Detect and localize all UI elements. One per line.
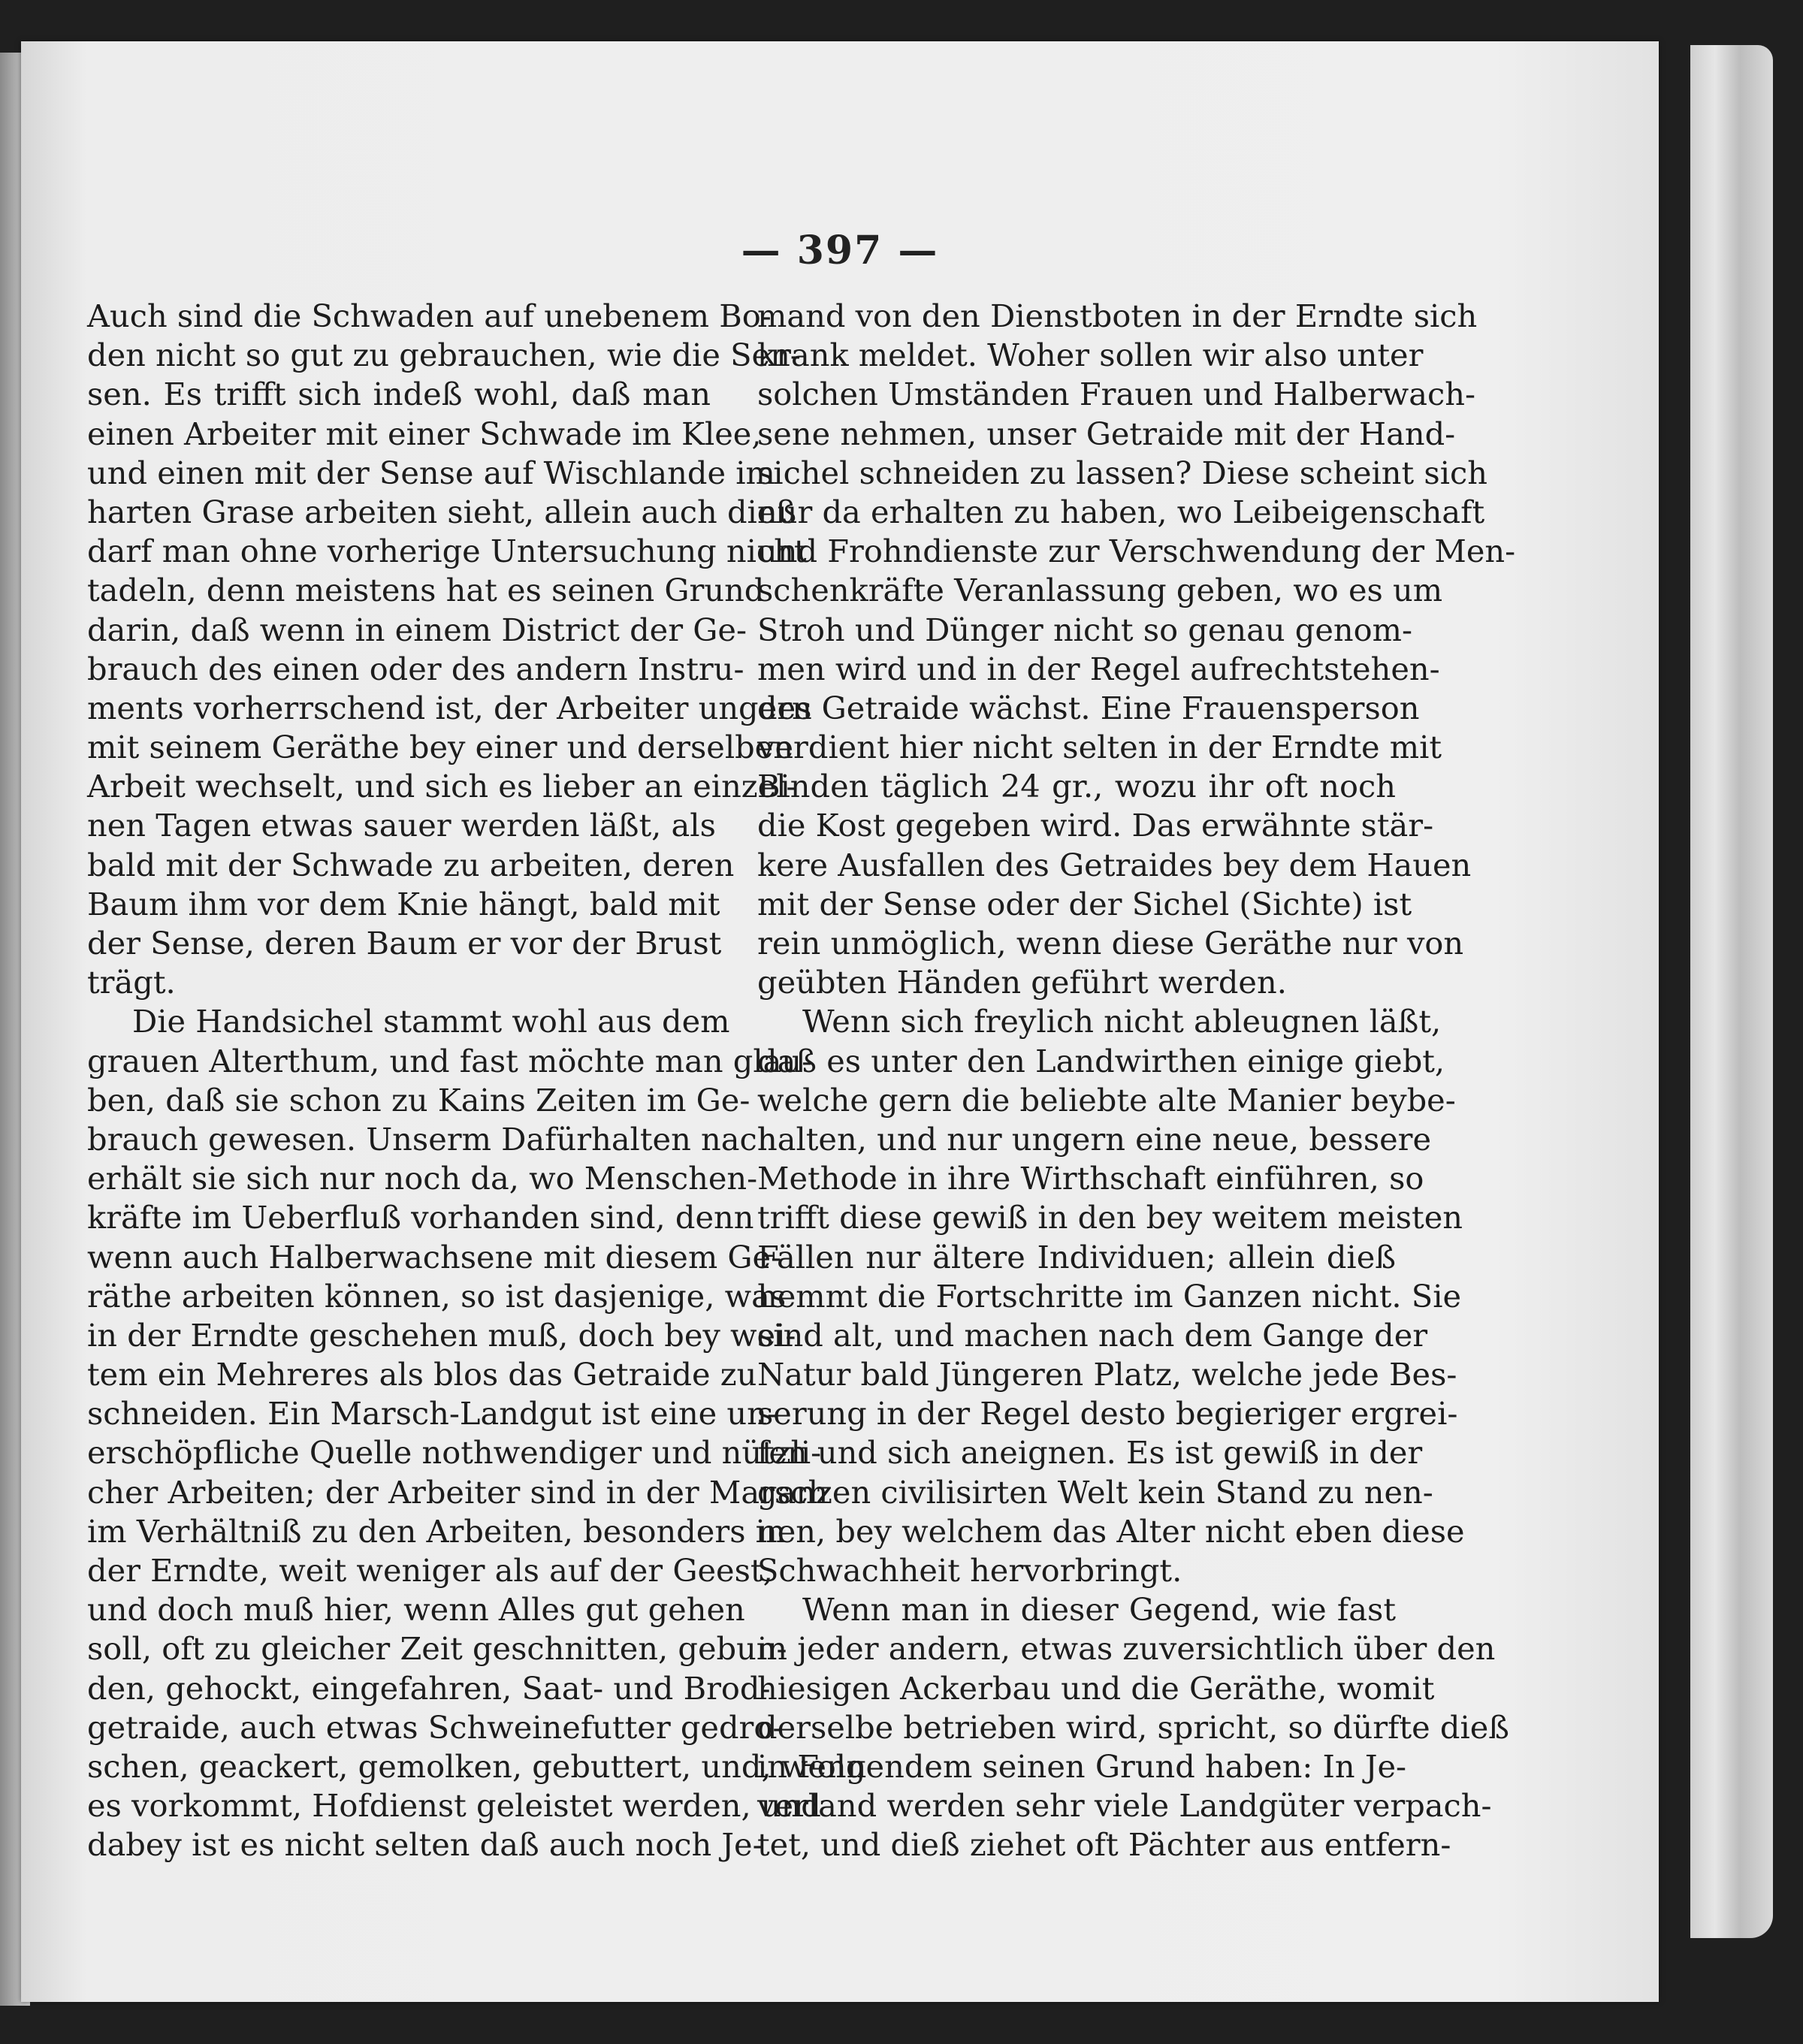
text-line: geübten Händen geführt werden. <box>757 964 1287 1001</box>
text-line: brauch des einen oder des andern Instru- <box>87 650 744 687</box>
text-line: die Kost gegeben wird. Das erwähnte stär- <box>757 807 1434 844</box>
text-line: Auch sind die Schwaden auf unebenem Bo- <box>87 297 772 334</box>
text-line: rein unmöglich, wenn diese Geräthe nur von <box>757 925 1464 962</box>
text-line: in jeder andern, etwas zuversichtlich über den <box>757 1630 1496 1668</box>
text-line: und doch muß hier, wenn Alles gut gehen <box>87 1591 745 1629</box>
text-line: verdient hier nicht selten in der Erndte mit <box>757 729 1442 766</box>
text-line: im Verhältniß zu den Arbeiten, besonders in <box>87 1512 786 1550</box>
text-line: Wenn sich freylich nicht ableugnen läßt, <box>802 1003 1442 1040</box>
text-line: sind alt, und machen nach dem Gange der <box>757 1316 1428 1354</box>
text-line: erhält sie sich nur noch da, wo Menschen- <box>87 1160 758 1197</box>
text-line: in Folgendem seinen Grund haben: In Je- <box>757 1747 1407 1785</box>
text-line: darin, daß wenn in einem District der Ge- <box>87 611 747 648</box>
text-line: nen Tagen etwas sauer werden läßt, als <box>87 807 716 844</box>
text-line: harten Grase arbeiten sieht, allein auch dieß <box>87 493 797 530</box>
text-line: schen, geackert, gemolken, gebuttert, und, wenn <box>87 1747 867 1785</box>
text-line: Arbeit wechselt, und sich es lieber an einzel- <box>87 768 797 805</box>
right-column <box>757 297 1516 1865</box>
text-line: grauen Alterthum, und fast möchte man glau- <box>87 1042 813 1079</box>
text-line: sichel schneiden zu lassen? Diese scheint sich <box>757 454 1487 491</box>
text-line: kere Ausfallen des Getraides bey dem Hauen <box>757 846 1472 883</box>
text-line: hiesigen Ackerbau und die Geräthe, womit <box>757 1669 1435 1707</box>
text-line: daß es unter den Landwirthen einige giebt, <box>757 1042 1445 1079</box>
text-line: in der Erndte geschehen muß, doch bey wei- <box>87 1316 796 1354</box>
text-line: mit der Sense oder der Sichel (Sichte) ist <box>757 885 1412 922</box>
text-line: soll, oft zu gleicher Zeit geschnitten, gebun- <box>87 1630 787 1668</box>
text-line: men wird und in der Regel aufrechtstehen- <box>757 650 1440 687</box>
text-line: hemmt die Fortschritte im Ganzen nicht. Sie <box>757 1277 1462 1315</box>
left-column <box>87 297 867 1865</box>
text-line: Wenn man in dieser Gegend, wie fast <box>802 1591 1396 1629</box>
text-line: trägt. <box>87 964 176 1001</box>
text-line: solchen Umständen Frauen und Halberwach- <box>757 376 1476 413</box>
text-line: Natur bald Jüngeren Platz, welche jede Bes- <box>757 1356 1457 1393</box>
text-line: wenn auch Halberwachsene mit diesem Ge- <box>87 1238 782 1276</box>
text-line: erschöpfliche Quelle nothwendiger und nützli- <box>87 1434 822 1472</box>
text-line: den nicht so gut zu gebrauchen, wie die Sen- <box>87 337 801 374</box>
text-line: nen, bey welchem das Alter nicht eben diese <box>757 1512 1465 1550</box>
text-line: verland werden sehr viele Landgüter verpach- <box>757 1787 1492 1825</box>
text-line: tet, und dieß ziehet oft Pächter aus entfern- <box>757 1826 1451 1864</box>
text-line: getraide, auch etwas Schweinefutter gedro- <box>87 1708 784 1746</box>
text-line: dabey ist es nicht selten daß auch noch Je- <box>87 1826 763 1864</box>
text-line: und Frohndienste zur Verschwendung der Men- <box>757 533 1516 570</box>
text-line: kräfte im Ueberfluß vorhanden sind, denn <box>87 1199 754 1236</box>
text-line: sene nehmen, unser Getraide mit der Hand- <box>757 415 1456 452</box>
text-line: halten, und nur ungern eine neue, bessere <box>757 1120 1432 1158</box>
text-line: Fällen nur ältere Individuen; allein dieß <box>757 1238 1396 1276</box>
text-line: brauch gewesen. Unserm Dafürhalten nach <box>87 1120 778 1158</box>
text-line: den, gehockt, eingefahren, Saat- und Brod- <box>87 1669 771 1707</box>
text-line: darf man ohne vorherige Untersuchung nicht <box>87 533 807 570</box>
text-line: welche gern die beliebte alte Manier beybe- <box>757 1081 1456 1119</box>
text-line: serung in der Regel desto begieriger ergrei- <box>757 1395 1458 1433</box>
text-line: Stroh und Dünger nicht so genau genom- <box>757 611 1412 648</box>
text-line: krank meldet. Woher sollen wir also unter <box>757 337 1424 374</box>
text-line: der Erndte, weit weniger als auf der Geest, <box>87 1552 773 1589</box>
text-line: Schwachheit hervorbringt. <box>757 1552 1182 1589</box>
text-line: ganzen civilisirten Welt kein Stand zu nen- <box>757 1473 1433 1511</box>
text-line: sen. Es trifft sich indeß wohl, daß man <box>87 376 711 413</box>
text-line: mand von den Dienstboten in der Erndte sich <box>757 297 1478 334</box>
text-line: nur da erhalten zu haben, wo Leibeigenschaft <box>757 493 1485 530</box>
text-line: bald mit der Schwade zu arbeiten, deren <box>87 846 735 883</box>
text-line: räthe arbeiten können, so ist dasjenige, was <box>87 1277 787 1315</box>
page-stack-edge <box>1690 45 1773 1938</box>
text-line: schneiden. Ein Marsch-Landgut ist eine un- <box>87 1395 778 1433</box>
page-number: — 397 — <box>741 228 939 273</box>
text-line: mit seinem Geräthe bey einer und derselben <box>87 729 793 766</box>
text-line: schenkräfte Veranlassung geben, wo es um <box>757 572 1443 609</box>
book-page <box>21 41 1659 2002</box>
text-line: tem ein Mehreres als blos das Getraide zu <box>87 1356 757 1393</box>
text-line: Binden täglich 24 gr., wozu ihr oft noch <box>757 768 1396 805</box>
text-line: cher Arbeiten; der Arbeiter sind in der Marsch <box>87 1473 829 1511</box>
text-line: Die Handsichel stammt wohl aus dem <box>132 1003 730 1040</box>
text-line: es vorkommt, Hofdienst geleistet werden, und <box>87 1787 821 1825</box>
text-line: ben, daß sie schon zu Kains Zeiten im Ge- <box>87 1081 750 1119</box>
text-line: ments vorherrschend ist, der Arbeiter ungern <box>87 689 812 726</box>
text-line: der Sense, deren Baum er vor der Brust <box>87 925 722 962</box>
text-line: Baum ihm vor dem Knie hängt, bald mit <box>87 885 720 922</box>
text-line: derselbe betrieben wird, spricht, so dürfte dieß <box>757 1708 1510 1746</box>
text-line: des Getraide wächst. Eine Frauensperson <box>757 689 1420 726</box>
text-line: fen und sich aneignen. Es ist gewiß in der <box>757 1434 1423 1472</box>
text-line: Methode in ihre Wirthschaft einführen, so <box>757 1160 1424 1197</box>
text-line: und einen mit der Sense auf Wischlande im <box>87 454 775 491</box>
text-line: einen Arbeiter mit einer Schwade im Klee, <box>87 415 762 452</box>
text-line: tadeln, denn meistens hat es seinen Grund <box>87 572 765 609</box>
text-line: trifft diese gewiß in den bey weitem meisten <box>757 1199 1463 1236</box>
